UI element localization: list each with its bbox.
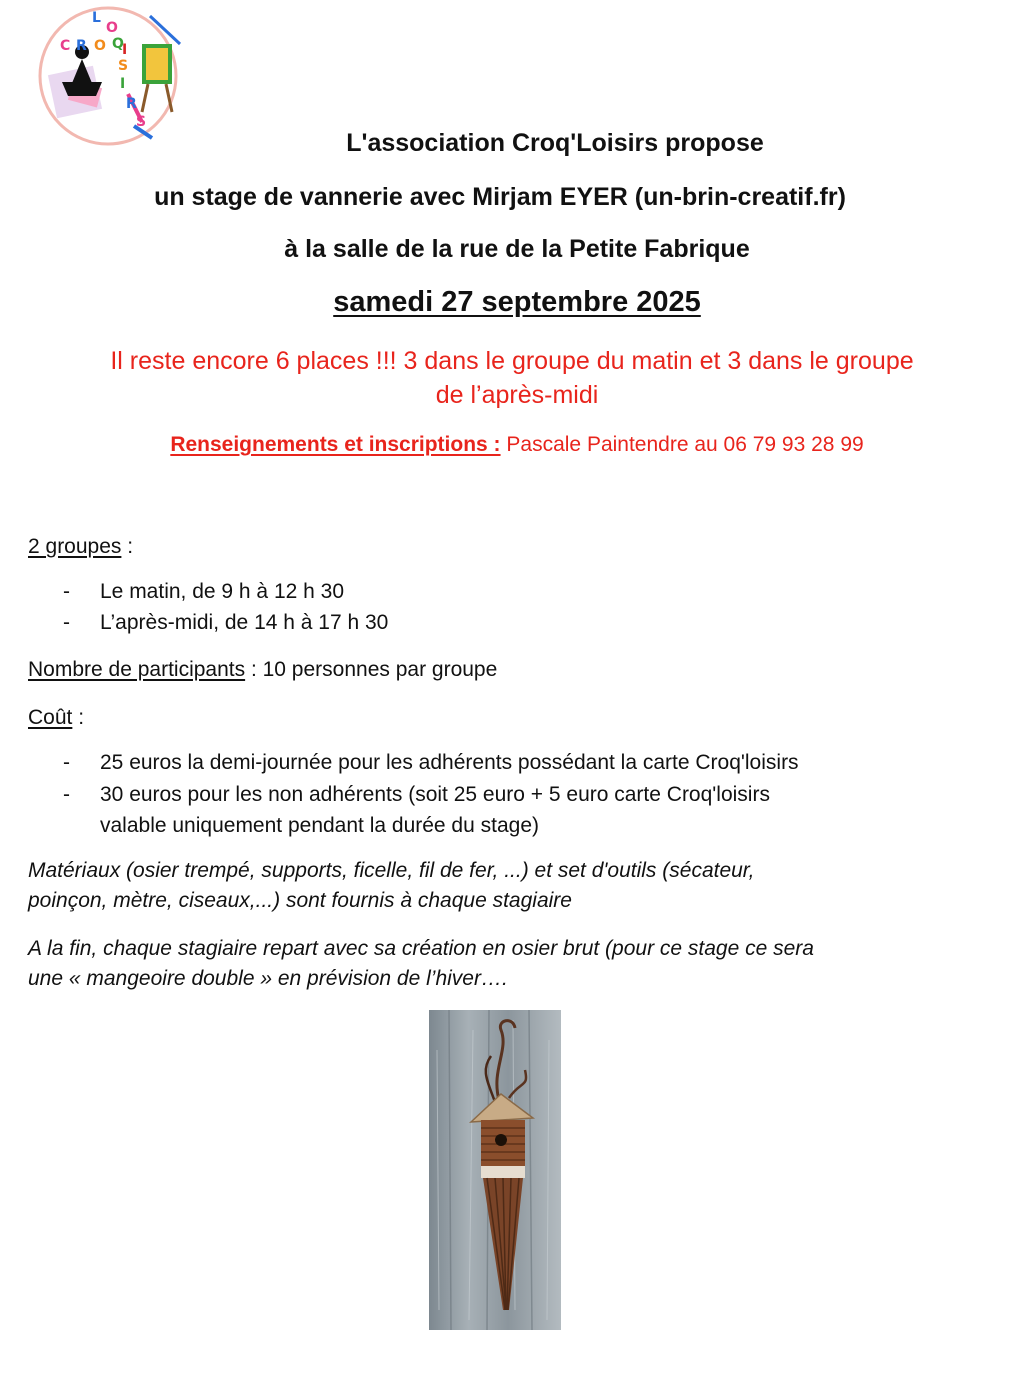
cost-suffix: : (72, 706, 85, 729)
group-morning: Le matin, de 9 h à 12 h 30 (100, 580, 345, 603)
contact-value: Pascale Paintendre au 06 79 93 28 99 (500, 433, 864, 456)
bullet-dash: - (63, 783, 70, 806)
wicker-feeder-photo (429, 1010, 561, 1330)
cost-item-nonmembers-cont: valable uniquement pendant la durée du stage) (100, 814, 539, 837)
svg-text:R: R (76, 38, 87, 54)
header-line-1: L'association Croq'Loisirs propose (346, 129, 764, 157)
bullet-dash: - (63, 611, 70, 634)
ending-line-2: une « mangeoire double » en prévision de l’hiver…. (28, 967, 508, 990)
svg-text:O: O (94, 38, 106, 54)
cost-item-members: 25 euros la demi-journée pour les adhérents possédant la carte Croq'loisirs (100, 751, 799, 774)
svg-text:S: S (136, 114, 147, 130)
svg-text:O: O (106, 20, 118, 36)
header-line-2: un stage de vannerie avec Mirjam EYER (un-brin-creatif.fr) (154, 183, 846, 211)
svg-text:S: S (118, 58, 129, 74)
svg-text:C: C (60, 38, 71, 54)
contact-label: Renseignements et inscriptions : (170, 433, 501, 456)
bullet-dash: - (63, 751, 70, 774)
svg-text:L: L (92, 10, 101, 26)
participants-value: : 10 personnes par groupe (245, 658, 498, 681)
group-afternoon: L’après-midi, de 14 h à 17 h 30 (100, 611, 389, 634)
svg-text:R: R (126, 96, 137, 112)
alert-line-1: Il reste encore 6 places !!! 3 dans le groupe du matin et 3 dans le groupe (110, 347, 914, 375)
groups-heading (28, 535, 133, 559)
header-line-3: à la salle de la rue de la Petite Fabrique (284, 235, 750, 263)
groups-label: 2 groupes (28, 535, 122, 558)
materials-line-2: poinçon, mètre, ciseaux,...) sont fournis à chaque stagiaire (28, 889, 572, 912)
participants-line (28, 658, 497, 682)
participants-label: Nombre de participants (28, 658, 246, 681)
cost-heading (28, 706, 84, 730)
event-date: samedi 27 septembre 2025 (333, 286, 701, 318)
svg-text:Q: Q (112, 36, 124, 52)
ending-line-1: A la fin, chaque stagiaire repart avec sa création en osier brut (pour ce stage ce sera (28, 937, 814, 960)
materials-line-1: Matériaux (osier trempé, supports, ficelle, fil de fer, ...) et set d'outils (sécateur, (28, 859, 755, 882)
svg-text:I: I (120, 76, 126, 92)
cost-label: Coût (28, 706, 73, 729)
svg-text:I: I (122, 42, 128, 58)
groups-suffix: : (121, 535, 134, 558)
alert-line-2: de l’après-midi (435, 381, 599, 409)
contact-line (0, 433, 1024, 457)
bullet-dash: - (63, 580, 70, 603)
cost-item-nonmembers: 30 euros pour les non adhérents (soit 25 euro + 5 euro carte Croq'loisirs (100, 783, 770, 806)
